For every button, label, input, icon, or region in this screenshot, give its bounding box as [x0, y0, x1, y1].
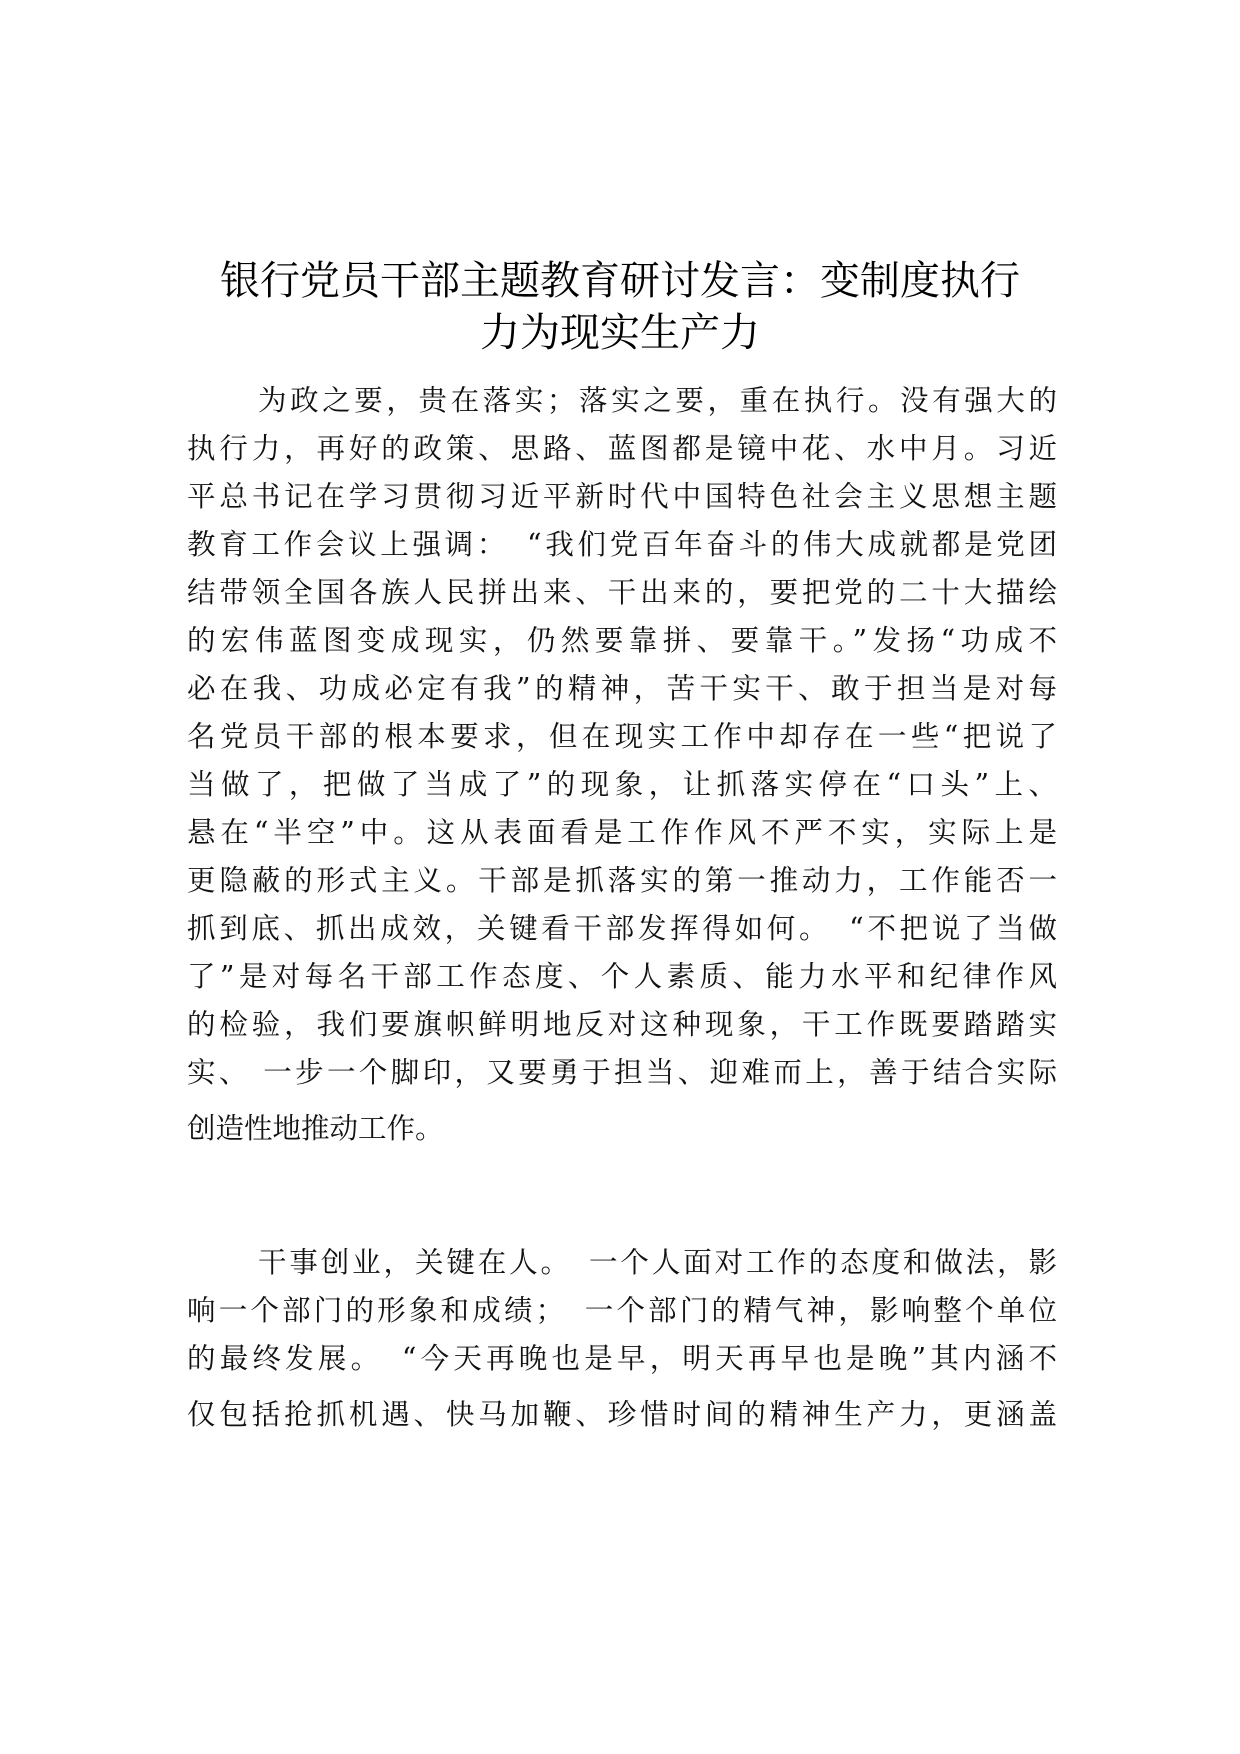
- paragraph-line: 结带领全国各族人民拼出来、干出来的，要把党的二十大描绘: [187, 576, 1057, 609]
- paragraph-line: 悬在“半空”中。这从表面看是工作作风不严不实，实际上是: [187, 816, 1057, 849]
- paragraph-line: 了”是对每名干部工作态度、个人素质、能力水平和纪律作风: [187, 960, 1057, 993]
- document-title: [160, 255, 1080, 359]
- paragraph-line: 的检验，我们要旗帜鲜明地反对这种现象，干工作既要踏踏实: [187, 1008, 1057, 1041]
- paragraph-line: 执行力，再好的政策、思路、蓝图都是镜中花、水中月。习近: [187, 432, 1057, 465]
- paragraph-line: 教育工作会议上强调： “我们党百年奋斗的伟大成就都是党团: [187, 528, 1057, 561]
- paragraph-1: [187, 377, 1057, 1153]
- paragraph-line: 必在我、功成必定有我”的精神，苦干实干、敢于担当是对每: [187, 672, 1057, 705]
- paragraph-line: 仅包括抢抓机遇、快马加鞭、珍惜时间的精神生产力，更涵盖: [187, 1398, 1057, 1431]
- paragraph-line: 抓到底、抓出成效，关键看干部发挥得如何。 “不把说了当做: [187, 912, 1057, 945]
- title-line-2: 力为现实生产力: [480, 310, 760, 356]
- paragraph-line: 名党员干部的根本要求，但在现实工作中却存在一些“把说了: [187, 720, 1057, 753]
- title-line-1: 银行党员干部主题教育研讨发言：变制度执行: [220, 258, 1020, 304]
- paragraph-line: 干事创业，关键在人。 一个人面对工作的态度和做法，影: [258, 1246, 1057, 1279]
- paragraph-line: 的宏伟蓝图变成现实，仍然要靠拼、要靠干。”发扬“功成不: [187, 624, 1057, 657]
- paragraph-line: 的最终发展。 “今天再晚也是早，明天再早也是晚”其内涵不: [187, 1342, 1057, 1375]
- paragraph-2: [187, 1239, 1057, 1439]
- paragraph-line: 当做了，把做了当成了”的现象，让抓落实停在“口头”上、: [187, 768, 1057, 801]
- paragraph-line: 平总书记在学习贯彻习近平新时代中国特色社会主义思想主题: [187, 480, 1057, 513]
- paragraph-line: 为政之要，贵在落实；落实之要，重在执行。没有强大的: [258, 384, 1057, 417]
- paragraph-line: 实、 一步一个脚印，又要勇于担当、迎难而上，善于结合实际: [187, 1056, 1057, 1089]
- paragraph-line: 创造性地推动工作。: [187, 1112, 444, 1145]
- paragraph-line: 更隐蔽的形式主义。干部是抓落实的第一推动力，工作能否一: [187, 864, 1057, 897]
- paragraph-line: 响一个部门的形象和成绩； 一个部门的精气神，影响整个单位: [187, 1294, 1057, 1327]
